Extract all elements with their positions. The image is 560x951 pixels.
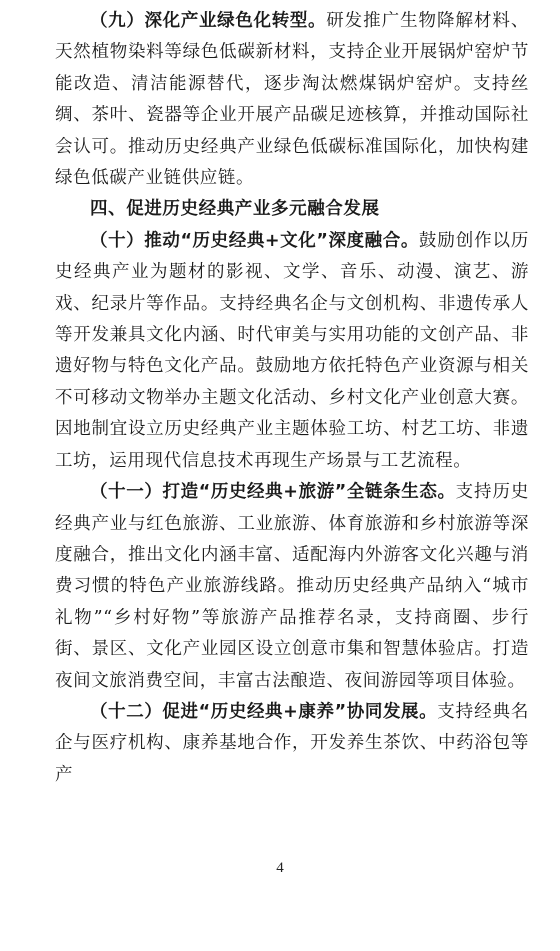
paragraph-9 <box>55 6 529 194</box>
paragraph-11-lead: （十一）打造“历史经典+旅游”全链条生态。 <box>90 482 456 503</box>
paragraph-9-lead: （九）深化产业绿色化转型。 <box>90 11 327 31</box>
paragraph-12-body: 支持经典名企与医疗机构、康养基地合作，开发养生茶饮、中药浴包等产 <box>55 701 530 785</box>
paragraph-12-lead: （十二）促进“历史经典+康养”协同发展。 <box>90 701 438 722</box>
paragraph-11 <box>55 477 529 697</box>
paragraph-10-lead: （十）推动“历史经典+文化”深度融合。 <box>90 230 419 251</box>
paragraph-10-body: 鼓励创作以历史经典产业为题材的影视、文学、音乐、动漫、演艺、游戏、纪录片等作品。支持经典名企与文创机构、非遗传承人等开发兼具文化内涵、时代审美与实用功能的文创产品、非遗好物与特色文化产品。鼓励地方依托特色产业资源与相关不可移动文物举办主题文化活动、乡村文化产业创意大赛。因地制宜设立历史经典产业主题体验工坊、村艺工坊、非遗工坊，运用现代信息技术再现生产场景与工艺流程。 <box>55 230 529 471</box>
document-body <box>55 6 529 791</box>
paragraph-9-body: 研发推广生物降解材料、天然植物染料等绿色低碳新材料，支持企业开展锅炉窑炉节能改造、清洁能源替代，逐步淘汰燃煤锅炉窑炉。支持丝绸、茶叶、瓷器等企业开展产品碳足迹核算，并推动国际社会认可。推动历史经典产业绿色低碳标准国际化，加快构建绿色低碳产业链供应链。 <box>55 11 529 189</box>
paragraph-11-body: 支持历史经典产业与红色旅游、工业旅游、体育旅游和乡村旅游等深度融合，推出文化内涵丰富、适配海内外游客文化兴趣与消费习惯的特色产业旅游线路。推动历史经典产品纳入“城市礼物”“乡村好物”等旅游产品推荐名录，支持商圈、步行街、景区、文化产业园区设立创意市集和智慧体验店。打造夜间文旅消费空间，丰富古法酿造、夜间游园等项目体验。 <box>55 482 529 691</box>
paragraph-12 <box>55 697 529 791</box>
paragraph-10 <box>55 226 529 477</box>
page-number: 4 <box>276 860 284 876</box>
section-4-heading: 四、促进历史经典产业多元融合发展 <box>90 199 380 220</box>
